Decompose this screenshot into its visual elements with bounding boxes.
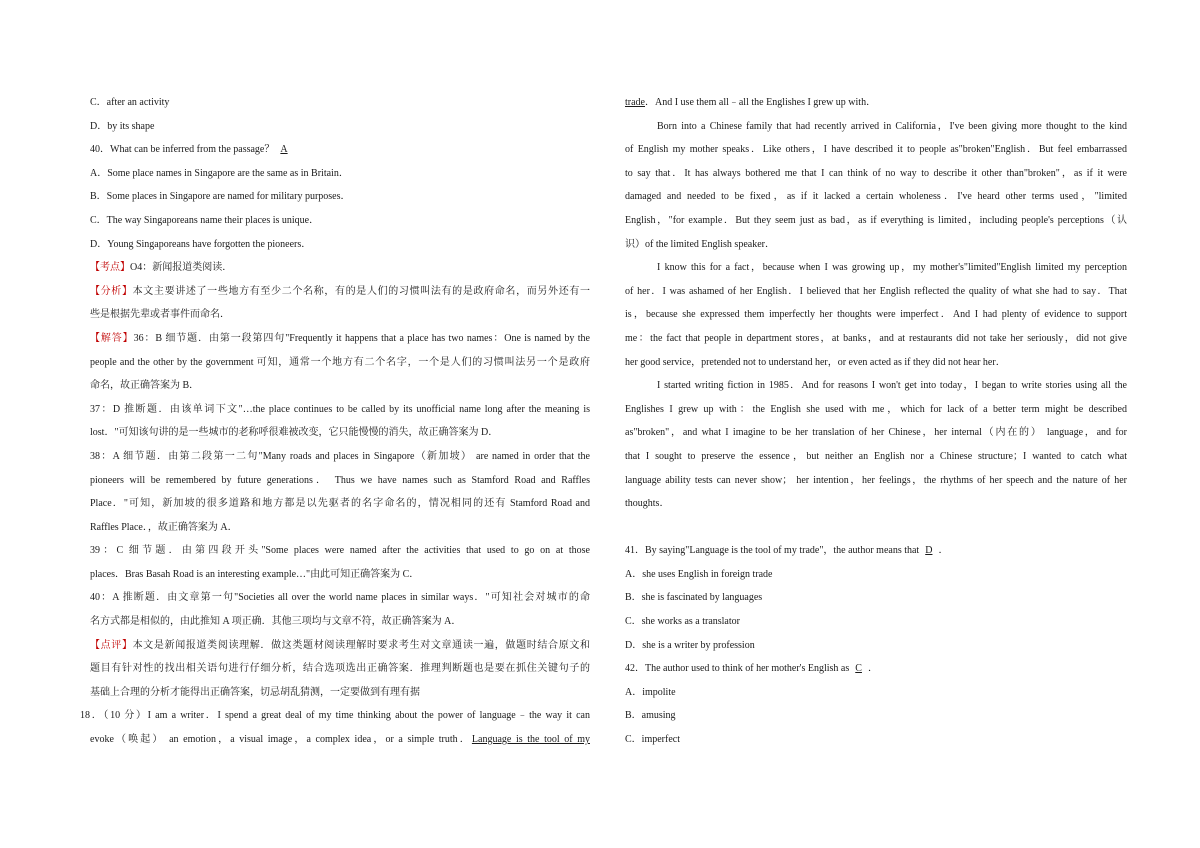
passage-line-1-rest: ．And I use them all﹣all the Englishes I grew up with． [645,97,877,108]
q41-answer: D [925,545,933,557]
jieda-line-10: 39：C 细节题．由第四段开头"Some places were named after the activities that used to go on at those [90,545,590,557]
jieda-line-4: 37：D 推断题．由该单词下文"…the place continues to be called by its unofficial name long after the meaning is [90,403,590,415]
q42-option-b: B．amusing [625,710,676,722]
q41-stem-end: ． [938,545,949,557]
jieda-line-1 [90,327,590,351]
dianping-tag: 【点评】 [90,639,133,651]
fenxi-line-2: 些是根据先辈或者事件而命名． [90,309,230,321]
passage-line-4: to say that．It has always bothered me that I can think of no way to describe it other than"broken"，as if it were [625,167,1127,179]
q42-stem-text: 42．The author used to think of her mother's English as [625,663,850,675]
passage-line-1 [625,91,1127,115]
jieda-line-8: Place．"可知，新加坡的很多道路和地方都是以先驱者的名字命名的，情况相同的还有 Stamford Road and [90,498,590,510]
kaodian-text: O4：新闻报道类阅读． [130,262,233,274]
q42-answer: C [855,663,862,675]
passage-line-1-underlined: trade [625,97,645,108]
q40-option-d: D．Young Singaporeans have forgotten the pioneers． [90,238,312,250]
paragraph-gap [625,516,1127,540]
fenxi-tag: 【分析】 [90,285,133,297]
passage-line-2: Born into a Chinese family that had recently arrived in California，I've been giving more thought to the kind [657,120,1127,132]
q42-option-a: A．impolite [625,686,676,698]
jieda-line-2: people and the other by the government 可知，通常一个地方有二个名字，一个是人们的习惯叫法另一个是政府 [90,356,590,368]
q41-option-d: D．she is a writer by profession [625,639,755,651]
jieda-line-7: pioneers will be remembered by future generations． Thus we have names such as Stamford Road and Raffles [90,474,590,486]
q40-answer: A [280,144,288,156]
q41-option-c: C．she works as a translator [625,616,740,628]
passage-line-17: language ability tests can never show； her intention，her feelings，the rhythms of her speech and the nature of her [625,474,1127,486]
q41-stem [625,539,1127,563]
passage-line-14: Englishes I grew up with：the English she used with me，which for lack of a better term might be described [625,403,1127,415]
jieda-text-1: 36：B 细节题．由第一段第四句"Frequently it happens that a place has two names：One is named by the [133,332,590,344]
jieda-line-9: Raffles Place．，故正确答案为 A． [90,521,238,533]
passage-line-7: 识）of the limited English speaker． [625,238,775,250]
q41-option-a: A．she uses English in foreign trade [625,568,773,580]
q41-option-b: B．she is fascinated by languages [625,592,763,604]
q18-line-2-underlined: Language is the tool of my [471,734,590,746]
passage-line-13: I started writing fiction in 1985．And for reasons I won't get into today，I began to write stories using all the [657,380,1127,392]
jieda-line-5: lost．"可知该句讲的是一些城市的老称呼很难被改变，它只能慢慢的消失，故正确答案为 D． [90,427,499,439]
right-column [625,91,1127,752]
passage-line-11: me：the fact that people in department stores，at banks，and at restaurants did not take her seriously，did not give [625,332,1127,344]
q39-option-c: C．after an activity [90,97,170,108]
dianping-line-1 [90,634,590,658]
q40-option-c: C．The way Singaporeans name their places is unique． [90,214,320,226]
passage-line-3: of English my mother speaks．Like others，I have described it to people as"broken"English．But feel embarrassed [625,144,1127,156]
q39-option-d: D．by its shape [90,120,155,132]
jieda-line-3: 命名，故正确答案为 B． [90,380,200,392]
q40-stem-text: 40．What can be inferred from the passage？ [90,144,275,156]
q41-stem-text: 41．By saying"Language is the tool of my trade"，the author means that [625,545,920,557]
q18-line-1: 18．（10 分）I am a writer．I spend a great deal of my time thinking about the power of language﹣the way it can [80,710,590,722]
q40-option-a: A．Some place names in Singapore are the same as in Britain． [90,167,349,179]
dianping-line-3: 基础上合理的分析才能得出正确答案，切忌胡乱猜测，一定要做到有理有据 [90,686,420,698]
fenxi-line-1 [90,280,590,304]
left-column [80,91,590,752]
passage-line-15: as"broken"，and what I imagine to be her translation of her Chinese，her internal（内在的） language，and for [625,427,1127,439]
dianping-text-1: 本文是新闻报道类阅读理解．做这类题材阅读理解时要求考生对文章通读一遍，做题时结合原文和 [132,639,590,651]
q18-line-2 [90,728,590,752]
jieda-line-12: 40：A 推断题．由文章第一句"Societies all over the world name places in similar ways．"可知社会对城市的命 [90,592,590,604]
passage-line-8: I know this for a fact，because when I was growing up，my mother's"limited"English limited my perception [657,262,1127,274]
dianping-line-2: 题目有针对性的找出相关语句进行仔细分析，结合选项选出正确答案．推理判断题也是要在抓住关键句子的 [90,663,590,675]
passage-line-18: thoughts． [625,498,670,510]
passage-line-6: English，"for example．But they seem just as bad，as if everything is limited，including people's perceptions（认 [625,214,1127,226]
passage-line-16: that I sought to preserve the essence，but neither an English nor a Chinese structure；I wanted to catch what [625,450,1127,462]
q42-option-c: C．imperfect [625,734,680,746]
q18-line-2-text: evoke（唤起） an emotion，a visual image，a complex idea，or a simple truth． [90,734,472,746]
passage-line-9: of her．I was ashamed of her English．I believed that her English reflected the quality of what she had to say．That [625,285,1127,297]
jieda-line-13: 名方式都是相似的，由此推知 A 项正确．其他三项均与文章不符，故正确答案为 A． [90,616,462,628]
jieda-line-11: places．Bras Basah Road is an interesting example…"由此可知正确答案为 C． [90,568,420,580]
passage-line-10: is，because she expressed them imperfectly her thoughts were imperfect．And I had plenty of evidence to support [625,309,1127,321]
q42-stem-end: ． [867,663,878,675]
passage-line-5: damaged and needed to be fixed，as if it lacked a certain wholeness．I've heard other terms used，"limited [625,191,1127,203]
kaodian-tag: 【考点】 [90,262,130,274]
q40-stem [90,138,590,162]
passage-line-12: her good service，pretended not to understand her，or even acted as if they did not hear her． [625,356,1006,368]
kaodian-line [90,256,590,280]
fenxi-text-1: 本文主要讲述了一些地方有至少二个名称，有的是人们的习惯叫法有的是政府命名，而另外还有一 [132,285,590,297]
q40-option-b: B．Some places in Singapore are named for military purposes． [90,191,351,203]
q42-stem [625,657,1127,681]
jieda-tag: 【解答】 [90,332,134,344]
jieda-line-6: 38：A 细节题．由第二段第一二句"Many roads and places in Singapore（新加坡） are named in order that the [90,450,590,462]
